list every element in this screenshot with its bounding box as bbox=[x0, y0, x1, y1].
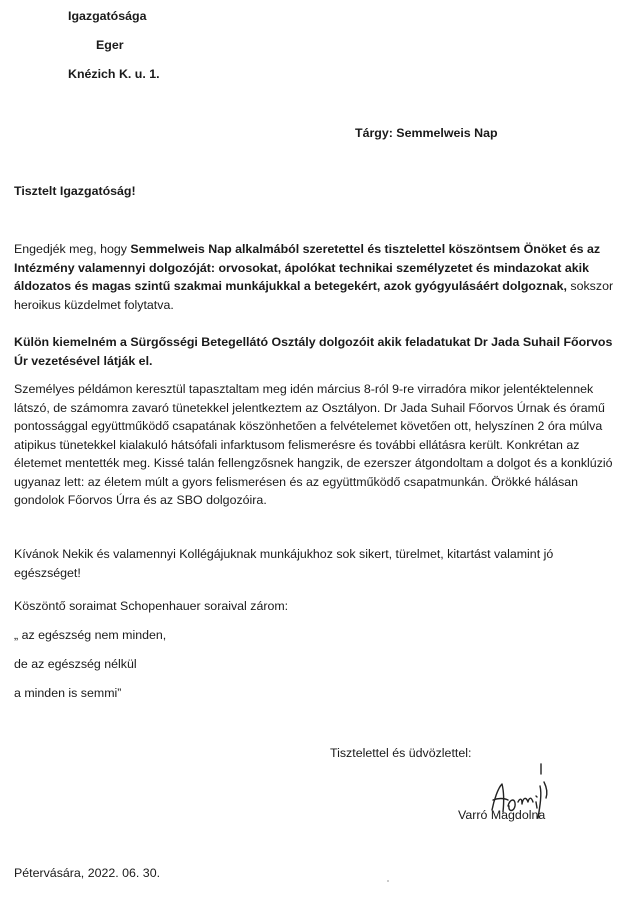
paragraph-3: Személyes példámon keresztül tapasztaltam meg idén március 8-ról 9-re virradóra mikor jelentéktelennek látszó, de számomra zavaró tünetekkel jelentkeztem az Osztályon. Dr Jada Suhail Főorvos Úrnak és óramű pontossággal együttműködő csapatának köszönhetően a felvételemet követően ott, helyszínen 2 óra múlva atipikus tünetekkel kialakuló hátsófali infarktusom felismerésre és további ellátásra került. Konkrétan az életemet mentették meg. Kissé talán fellengzősnek hangzik, de ezerszer átgondoltam a dolgot és a konklúzió ugyanaz lett: az életem múlt a gyors felismerésen és az együttműködő csapatmunkán. Örökké hálásan gondolok Főorvos Úrra és az SBO dolgozóira. bbox=[14, 382, 613, 507]
closing-line: Tisztelettel és üdvözlettel: bbox=[330, 746, 472, 760]
paragraph-1-intro: Engedjék meg, hogy bbox=[14, 242, 131, 256]
paragraph-1 bbox=[14, 240, 614, 314]
paragraph-1-emphasis: Semmelweis Nap alkalmából szeretettel és tisztelettel köszöntsem Önöket és az Intézmény valamennyi dolgozóját: orvosokat, ápolókat technikai személyzetet és mindazokat akik áldozatos és magas szintű szakmai munkájukkal a betegekért, azok gyógyulásáért dolgoznak, bbox=[14, 242, 601, 293]
recipient-line-2: Eger bbox=[96, 38, 124, 52]
recipient-line-3: Knézich K. u. 1. bbox=[68, 67, 160, 81]
recipient-line-1: Igazgatósága bbox=[68, 9, 147, 23]
quote-line-3: a minden is semmi” bbox=[14, 686, 122, 700]
signature-name: Varró Magdolna bbox=[458, 808, 546, 822]
paragraph-4: Kívánok Nekik és valamennyi Kollégájuknak munkájukhoz sok sikert, türelmet, kitartást valamint jó egészséget! bbox=[14, 547, 554, 580]
salutation: Tisztelt Igazgatóság! bbox=[14, 184, 136, 198]
subject-line: Tárgy: Semmelweis Nap bbox=[355, 126, 498, 140]
scan-speck bbox=[387, 880, 389, 882]
place-date: Pétervására, 2022. 06. 30. bbox=[14, 866, 161, 880]
paragraph-1-end: sokszor heroikus küzdelmet folytatva. bbox=[14, 279, 614, 312]
quote-line-2: de az egészség nélkül bbox=[14, 657, 137, 671]
paragraph-2: Külön kiemelném a Sürgősségi Betegellátó Osztály dolgozóit akik feladatukat Dr Jada Suhail Főorvos Úr vezetésével látják el. bbox=[14, 335, 613, 368]
paragraph-5: Köszöntő soraimat Schopenhauer soraival zárom: bbox=[14, 599, 289, 613]
quote-line-1: „ az egészség nem minden, bbox=[14, 628, 167, 642]
